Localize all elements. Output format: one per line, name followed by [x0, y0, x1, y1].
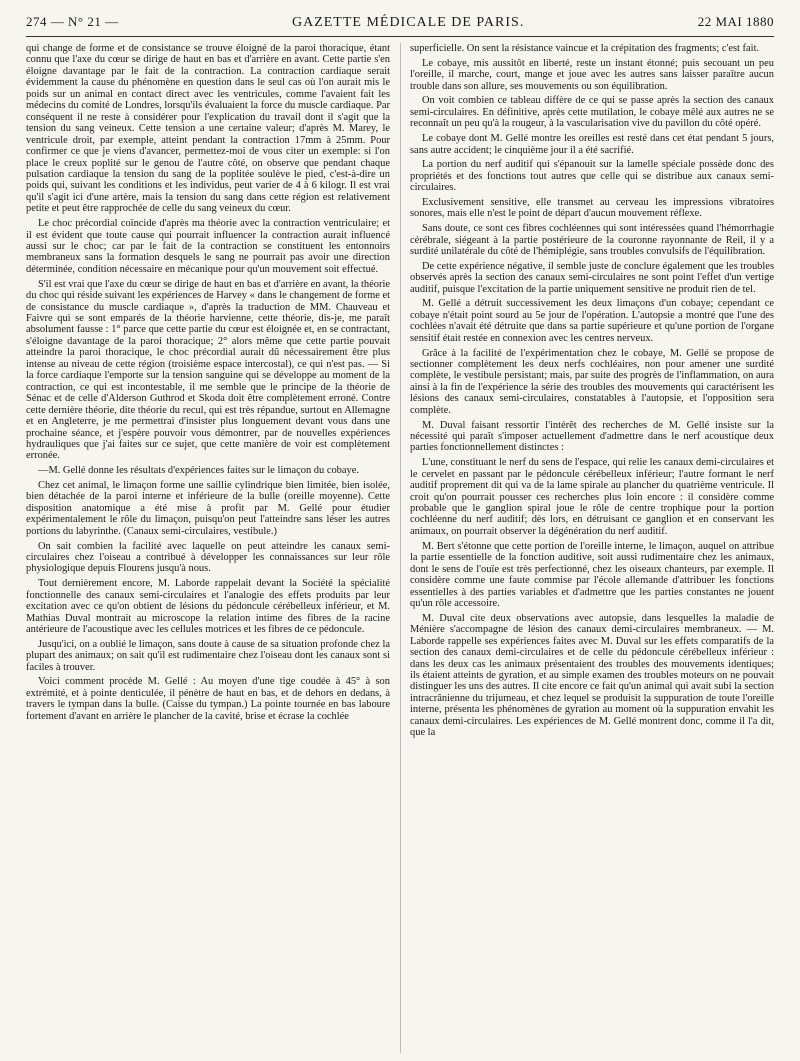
paragraph: Chez cet animal, le limaçon forme une saillie cylindrique bien limitée, bien isolée, bien détachée de la paroi interne et inférieure de la bulle (oreille moyenne). Cette disposition anatomique a été mise à profit par M. Gellé pour étudier expérimentalement le rôle du limaçon, puisqu'on peut l'atteindre sans léser les autres portions du labyrinthe. (Canaux semi-circulaires, vestibule.) [26, 479, 390, 537]
issue-day: 22 [697, 14, 712, 29]
paragraph: M. Duval faisant ressortir l'intérêt des recherches de M. Gellé insiste sur la nécessité qui paraît s'imposer actuellement d'admettre dans le nerf acoustique deux parties fonctionnellement distinctes : [410, 419, 774, 454]
paragraph: M. Bert s'étonne que cette portion de l'oreille interne, le limaçon, auquel on attribue la partie essentielle de la fonction auditive, soit aussi rudimentaire chez les animaux, dont le sens de l'ouïe est très perfectionné, chez les oiseaux chanteurs, par exemple. Il considère comme une faute commise par l'école allemande d'attribuer les fonctions essentielles à des parties variables et d'admettre que les parties constantes ne jouent qu'un rôle accessoire. [410, 540, 774, 609]
paragraph: Le cobaye, mis aussitôt en liberté, reste un instant étonné; puis secouant un peu l'oreille, il marche, court, mange et joue avec les autres sans laisser paraître aucun trouble dans son allure, ses mouvements ou son équilibration. [410, 57, 774, 92]
issue-date [698, 14, 774, 30]
page-number: 274 — N° 21 — [26, 14, 119, 29]
paragraph: Voici comment procède M. Gellé : Au moyen d'une tige coudée à 45° à son extrémité, et à pointe denticulée, il pénètre de haut en bas, et de dehors en dedans, à travers le tympan dans la bulle. (Caisse du tympan.) La pointe tournée en bas laboure fortement d'avant en arrière le plancher de la cavité, brise et écrase la cochlée [26, 676, 390, 722]
paragraph: De cette expérience négative, il semble juste de conclure également que les troubles observés après la section des canaux semi-circulaires ne sont point l'effet d'un vertige auditif, puisque l'excitation de la partie uniquement sensitive ne produit rien de tel. [410, 260, 774, 295]
paragraph: Le choc précordial coïncide d'après ma théorie avec la contraction ventriculaire; et il est évident que toute cause qui pourrait influencer la contraction aurait influencé aussi sur le choc; car par le fait de la contraction se constituent les entonnoirs membraneux sans la formation desquels le sang ne pourrait pas avoir une direction déterminée, condition nécessaire en mécanique pour qu'un mouvement soit effectué. [26, 218, 390, 275]
paragraph: Tout dernièrement encore, M. Laborde rappelait devant la Société la spécialité fonctionnelle des canaux semi-circulaires et l'analogie des effets produits par leur excitation avec ce qu'on obtient de lésions du pédoncule cérébelleux inférieur, et M. Mathias Duval montrait au microscope la relation intime des fibres de la racine antérieure de l'acoustique avec les cellules motrices et les fibres de ce pédoncule. [26, 578, 390, 635]
paragraph: Grâce à la facilité de l'expérimentation chez le cobaye, M. Gellé se propose de sectionner complètement les deux nerfs cochléaires, non pour amener une surdité complète, le vestibule persistant; mais, par suite des progrès de l'inflammation, on aura ainsi à la fin de l'expérience la série des troubles des mouvements qui caractérisent les lésions des canaux semi-circulaires, constatables à l'autopsie, et l'opposition sera complète. [410, 347, 774, 416]
paragraph: —M. Gellé donne les résultats d'expériences faites sur le limaçon du cobaye. [38, 465, 359, 477]
paragraph: Sans doute, ce sont ces fibres cochléennes qui sont intéressées quand l'hémorrhagie cérébrale, siégeant à la partie postérieure de la couronne rayonnante de Reil, il y a surdité unilatérale du côté de l'hémiplégie, sans troubles convulsifs de l'équilibration. [410, 223, 774, 258]
right-column [400, 43, 774, 1053]
paragraph: On voit combien ce tableau diffère de ce qui se passe après la section des canaux semi-circulaires. En définitive, après cette mutilation, le cobaye mêlé aux autres ne se reconnaît un peu qu'à la rougeur, à la vascularisation vive du pavillon du côté opéré. [410, 95, 774, 130]
paragraph: M. Duval cite deux observations avec autopsie, dans lesquelles la maladie de Ménière s'accompagne de lésion des canaux demi-circulaires membraneux. — M. Laborde rappelle ses expériences faites avec M. Duval sur les effets comparatifs de la section des canaux demi-circulaires et de celle du pédoncule cérébelleux inférieur : dans les deux cas les animaux présentaient des troubles des mouvements identiques; ils étaient atteints de gyration, et au simple examen des troubles moteurs on ne pouvait distinguer les uns des autres. Il cite encore ce fait qu'un animal qui avait subi la section intracrânienne du trijumeau, et chez lequel se produisit la suppuration de toute l'oreille interne, présenta les phénomènes de gyration au moment où la suppuration envahit les canaux demi-circulaires. Les expériences de M. Gellé montrent donc, comme il l'a dit, que la [410, 612, 774, 739]
paragraph: M. Gellé a détruit successivement les deux limaçons d'un cobaye; cependant ce cobaye n'était point sourd au 5e jour de l'opération. L'autopsie a montré que l'une des cochlées n'avait été détruite que dans sa partie supérieure et qu'une portion de l'organe sensitif était restée en connexion avec les centres nerveux. [410, 298, 774, 344]
paragraph: Jusqu'ici, on a oublié le limaçon, sans doute à cause de sa situation profonde chez la plupart des animaux; on sait qu'il est rudimentaire chez l'oiseau dont les canaux sont si faciles à trouver. [26, 638, 390, 673]
paragraph: Exclusivement sensitive, elle transmet au cerveau les impressions vibratoires sonores, mais elle n'est le point de départ d'aucun mouvement réflexe. [410, 196, 774, 220]
paragraph: superficielle. On sent la résistance vaincue et la crépitation des fragments; c'est fait. [410, 43, 760, 54]
journal-title: GAZETTE MÉDICALE DE PARIS. [291, 15, 525, 30]
issue-year: 1880 [746, 14, 774, 29]
paragraph: Le cobaye dont M. Gellé montre les oreilles est resté dans cet état pendant 5 jours, sans autre accident; le cinquième jour il a été sacrifié. [410, 133, 774, 156]
left-column [26, 43, 390, 1053]
paragraph: L'une, constituant le nerf du sens de l'espace, qui relie les canaux demi-circulaires et le cervelet en passant par le pédoncule cérébelleux inférieur; l'autre formant le nerf auditif proprement dit qui va de la lame spirale au plancher du quatrième ventricule. Il croit qu'on pourrait pousser ces recherches plus loin encore : il considère comme probable que le ganglion spiral joue le rôle de centre trophique pour la portion cochléenne du nerf auditif; dès lors, en détruisant ce ganglion et en conservant les animaux, on pourrait observer la dégénération du nerf auditif. [410, 457, 774, 537]
paragraph: La portion du nerf auditif qui s'épanouit sur la lamelle spéciale possède donc des propriétés et des fonctions tout autres que celle qui se distribue aux canaux semi-circulaires. [410, 159, 774, 194]
article-columns [26, 43, 774, 1053]
paragraph: On sait combien la facilité avec laquelle on peut atteindre les canaux semi-circulaires chez l'oiseau a contribué à développer les connaissances sur leur rôle physiologique depuis Flourens jusqu'à nous. [26, 540, 390, 575]
page-header [26, 14, 774, 37]
issue-month: MAI [715, 14, 743, 29]
paragraph: qui change de forme et de consistance se trouve éloigné de la paroi thoracique, étant connu que l'axe du cœur se dirige de haut en bas et d'arrière en avant. Cette partie s'en éloigne davantage par le fait de la contraction. La contraction cardiaque serait évidemment la cause du phénomène en question dans le seul cas où l'on aurait mis le poids sur un animal en contact direct avec les ventricules, comme l'avaient fait les médecins du comité de Londres, lorsqu'ils évaluaient la force du muscle cardiaque. Par conséquent il ne reste à considérer pour l'explication du travail dont il s'agit que la tension du sang veineux. Cette tension a une certaine valeur; d'après M. Marey, le ventricule droit, par exemple, atteint pendant la contraction 17mm à 25mm. Pour confirmer ce que je viens d'avancer, permettez-moi de vous citer un exemple: si l'on place le creux poplité sur le genou de l'autre côté, on observe que pendant chaque pulsation cardiaque la tension du sang de la poplitée soulève le pied, c'est-à-dire un poids qui, suivant les conditions et les individus, peut varier de 4 à 6 kilogr. Il est vrai qu'il s'agit ici d'une artère, mais la tension du sang dans cette région est relativement petite et peut être rapprochée de celle du sang veineux du cœur. [26, 43, 390, 215]
paragraph: S'il est vrai que l'axe du cœur se dirige de haut en bas et d'arrière en avant, la théorie du choc qui réside suivant les expériences de Harvey « dans le changement de forme et de consistance du muscle cardiaque », d'après la traduction de MM. Chauveau et Faivre qui se sont emparés de la théorie harvienne, cette théorie, dis-je, me paraît absolument fausse : 1° parce que cette partie du cœur est éloignée et, en se contractant, s'éloigne davantage de la paroi thoracique; 2° alors même que cette partie pouvait atteindre la paroi thoracique, le choc précordial aurait dû nécessairement être plus intense au niveau de cette région (troisième espace intercostal), ce qui n'est pas. — Si la force cardiaque l'emporte sur la tension sanguine qui se développe au moment de la contraction, ce qui est incontestable, il me semble que le principe de la théorie de Sénac et de celle d'Alderson Guthrod et Skoda doit être complètement erroné. Contre cette dernière théorie, dite théorie du recul, qui est très répandue, surtout en Allemagne et en Angleterre, je me permettrai d'insister plus longuement devant vous dans une prochaine séance, et j'espère pouvoir vous démontrer, par de nouvelles expériences hydrauliques que j'ai faites sur ce sujet, que cette manière de voir est complètement erronée. [26, 278, 390, 462]
